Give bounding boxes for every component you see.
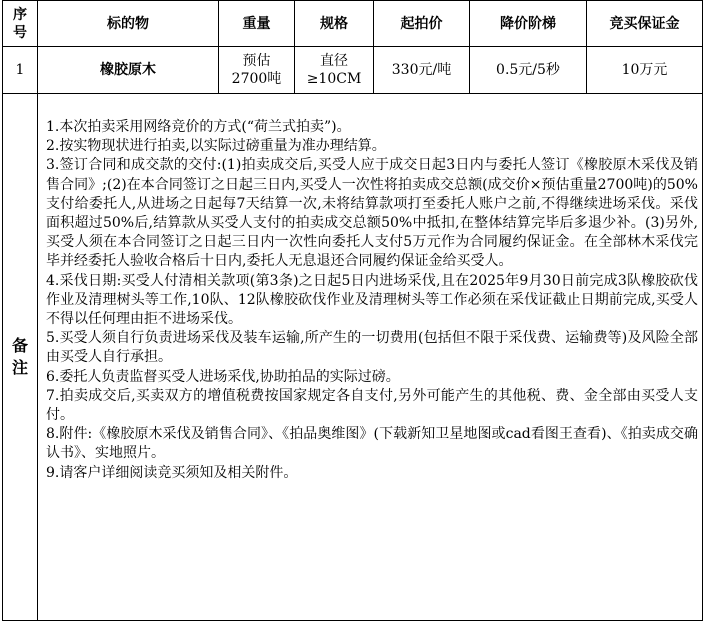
note-item-9: 9.请客户详细阅读竞买须知及相关附件。: [46, 464, 298, 481]
row-item: 橡胶原木: [38, 47, 219, 94]
note-item-2: 2.按实物现状进行拍卖,以实际过磅重量为准办理结算。: [46, 138, 386, 155]
header-spec: 规格: [295, 1, 374, 47]
notes-row: [3, 94, 703, 621]
row-weight-line1: 预估: [242, 53, 271, 69]
notes-list: [46, 94, 698, 483]
row-weight-line2: 2700吨: [231, 71, 282, 87]
note-item-6: 6.委托人负责监督买受人进场采伐,协助拍品的实际过磅。: [46, 368, 400, 385]
header-index: [3, 1, 38, 47]
notes-label-line1: 备: [11, 336, 28, 355]
note-item-8: 8.附件:《橡胶原木采伐及销售合同》、《拍品奥维图》(下载新知卫星地图或cad看图王查看)、《拍卖成交确认书》、实地照片。: [46, 426, 698, 462]
header-row: [3, 1, 703, 47]
row-deposit: 10万元: [587, 47, 703, 94]
header-index-line1: 序: [13, 6, 27, 23]
header-start-price: 起拍价: [374, 1, 470, 47]
header-weight: 重量: [219, 1, 295, 47]
auction-table: [2, 0, 703, 621]
row-spec: [295, 47, 374, 94]
note-item-4: 4.采伐日期:买受人付清相关款项(第3条)之日起5日内进场采伐,且在2025年9月30日前完成3队橡胶砍伐作业及清理树头等工作,10队、12队橡胶砍伐作业及清理树头等工作必须在采伐证截止日期前完成,买受人不得以任何理由拒不进场采伐。: [46, 272, 698, 328]
row-index: 1: [3, 47, 38, 94]
row-step: 0.5元/5秒: [470, 47, 587, 94]
header-index-line2: 号: [13, 24, 27, 41]
note-item-1: 1.本次拍卖采用网络竞价的方式(“荷兰式拍卖”)。: [46, 119, 351, 135]
notes-label-line2: 注: [11, 358, 28, 377]
note-item-3: 3.签订合同和成交款的交付:(1)拍卖成交后,买受人应于成交日起3日内与委托人签订《橡胶原木采伐及销售合同》;(2)在本合同签订之日起三日内,买受人一次性将拍卖成交总额(成交价×预估重量2700吨)的50%支付给委托人,从进场之日起每7天结算一次,未将结算款项打至委托人账户之前,不得继续进场采伐。采伐面积超过50%后,结算款从买受人支付的拍卖成交总额50%中抵扣,在整体结算完毕后多退少补。(3)另外,买受人须在本合同签订之日起三日内一次性向委托人支付5万元作为合同履约保证金。在全部林木采伐完毕并经委托人验收合格后十日内,委托人无息退还合同履约保证金给买受人。: [46, 157, 698, 270]
table-row: [3, 47, 703, 94]
header-deposit: 竞买保证金: [587, 1, 703, 47]
auction-document: [2, 0, 702, 620]
note-item-7: 7.拍卖成交后,买卖双方的增值税费按国家规定各自支付,另外可能产生的其他税、费、金全部由买受人支付。: [46, 387, 698, 424]
notes-content-cell: [38, 94, 703, 621]
row-spec-line2: ≥10CM: [306, 71, 362, 87]
note-item-5: 5.买受人须自行负责进场采伐及装车运输,所产生的一切费用(包括但不限于采伐费、运输费等)及风险全部由买受人自行承担。: [46, 330, 698, 366]
row-start-price: 330元/吨: [374, 47, 470, 94]
header-step: 降价阶梯: [470, 1, 587, 47]
row-spec-line1: 直径: [320, 53, 348, 69]
header-item: 标的物: [38, 1, 219, 47]
row-weight: [219, 47, 295, 94]
notes-label-cell: [3, 94, 38, 621]
